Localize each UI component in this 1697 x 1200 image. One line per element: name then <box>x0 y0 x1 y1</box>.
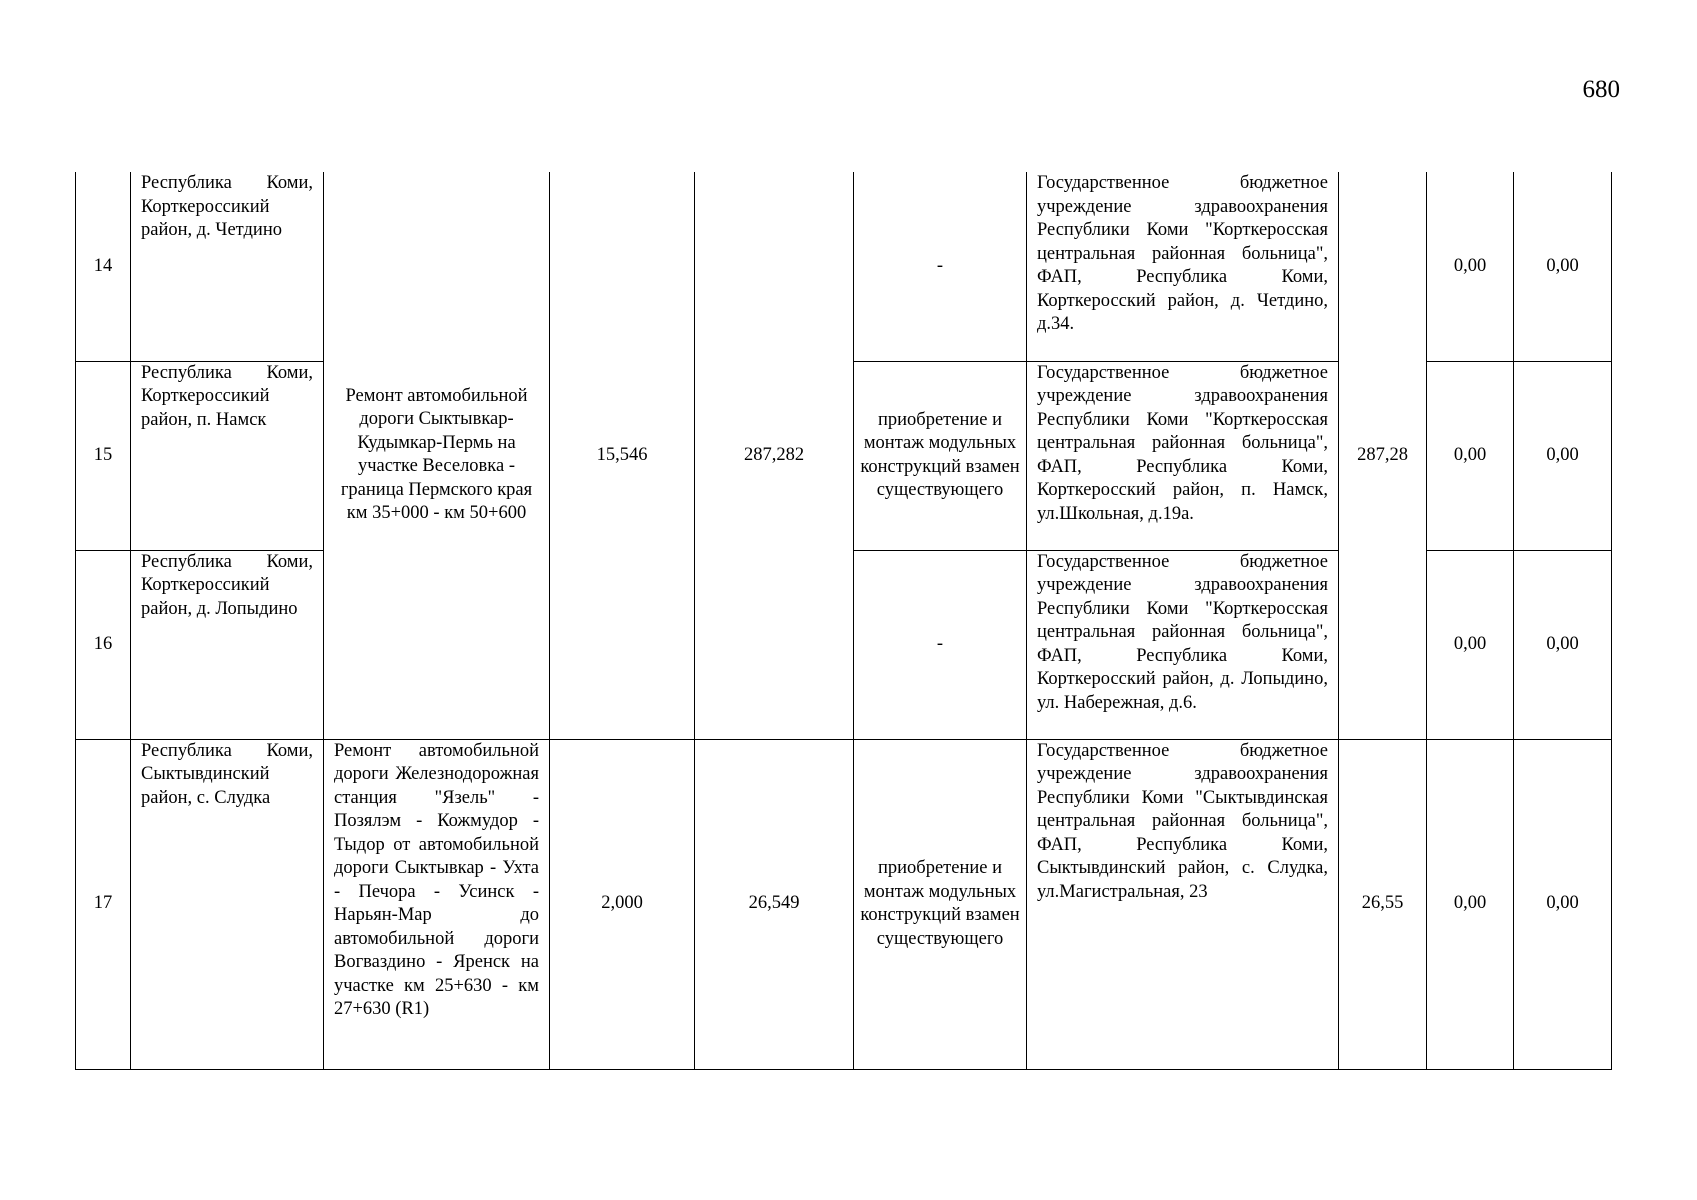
value-cell: 0,00 <box>1427 361 1514 550</box>
location-cell <box>131 739 324 1069</box>
value-cell: 0,00 <box>1427 550 1514 739</box>
location-text: Республика Коми, Сыктывдинский район, с. Слудка <box>141 740 313 808</box>
value-cell: 0,00 <box>1427 172 1514 361</box>
row-number: 17 <box>76 739 131 1069</box>
location-cell <box>131 361 324 550</box>
row-number: 14 <box>76 172 131 361</box>
value-cell: 0,00 <box>1514 172 1612 361</box>
work-cell: - <box>854 172 1027 361</box>
road-cell <box>324 172 550 739</box>
table-row <box>76 739 1612 1069</box>
location-cell <box>131 550 324 739</box>
data-table <box>75 172 1612 1070</box>
work-cell: приобретение и монтаж модульных конструкций взамен существующего <box>854 361 1027 550</box>
road-cell <box>324 739 550 1069</box>
value-cell: 0,00 <box>1427 739 1514 1069</box>
institution-cell <box>1027 172 1339 361</box>
value-cell: 0,00 <box>1514 550 1612 739</box>
road-text: Ремонт автомобильной дороги Железнодорожная станция "Язель" - Позялэм - Кожмудор - Тыдор от автомобильной дороги Сыктывкар - Ухта - Печора - Усинск - Нарьян-Мар до автомобильной дороги Вогваздино - Яренск на участке км 25+630 - км 27+630 (R1) <box>334 740 539 1019</box>
institution-text: Государственное бюджетное учреждение здравоохранения Республики Коми "Корткеросская центральная районная больница", ФАП, Республика Коми, Корткеросский район, п. Намск, ул.Школьная, д.19а. <box>1037 362 1328 524</box>
institution-text: Государственное бюджетное учреждение здравоохранения Республики Коми "Сыктывдинская центральная районная больница", ФАП, Республика Коми, Сыктывдинский район, с. Слудка, ул.Магистральная, 23 <box>1037 740 1328 902</box>
work-cell: - <box>854 550 1027 739</box>
row-number: 16 <box>76 550 131 739</box>
page-number: 680 <box>1582 76 1620 103</box>
table-row <box>76 172 1612 361</box>
total-cell: 26,55 <box>1339 739 1427 1069</box>
cost-cell: 26,549 <box>695 739 854 1069</box>
location-text: Республика Коми, Корткероссикий район, п. Намск <box>141 362 313 430</box>
length-cell: 2,000 <box>550 739 695 1069</box>
total-cell: 287,28 <box>1339 172 1427 739</box>
work-cell: приобретение и монтаж модульных конструкций взамен существующего <box>854 739 1027 1069</box>
value-cell: 0,00 <box>1514 361 1612 550</box>
location-cell <box>131 172 324 361</box>
institution-text: Государственное бюджетное учреждение здравоохранения Республики Коми "Корткеросская центральная районная больница", ФАП, Республика Коми, Корткеросский район, д. Лопыдино, ул. Набережная, д.6. <box>1037 551 1328 713</box>
institution-cell <box>1027 739 1339 1069</box>
location-text: Республика Коми, Корткероссикий район, д. Четдино <box>141 173 313 240</box>
location-text: Республика Коми, Корткероссикий район, д. Лопыдино <box>141 551 313 619</box>
cost-cell: 287,282 <box>695 172 854 739</box>
length-cell: 15,546 <box>550 172 695 739</box>
value-cell: 0,00 <box>1514 739 1612 1069</box>
row-number: 15 <box>76 361 131 550</box>
institution-cell <box>1027 550 1339 739</box>
road-text: Ремонт автомобильной дороги Сыктывкар-Кудымкар-Пермь на участке Веселовка - граница Пермского края км 35+000 - км 50+600 <box>340 385 533 524</box>
institution-text: Государственное бюджетное учреждение здравоохранения Республики Коми "Корткеросская центральная районная больница", ФАП, Республика Коми, Корткеросский район, д. Четдино, д.34. <box>1037 173 1328 334</box>
institution-cell <box>1027 361 1339 550</box>
